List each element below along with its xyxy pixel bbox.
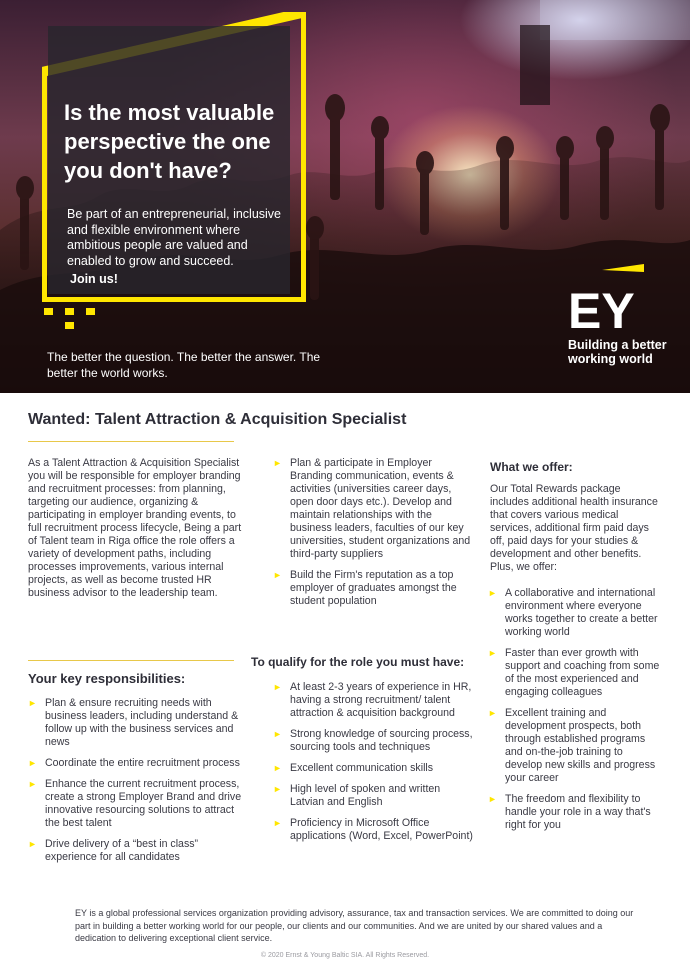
bullet-icon: ► [273, 570, 282, 580]
intro-paragraph: As a Talent Attraction & Acquisition Specialist you will be responsible for employer branding and recruitment processes: from planning, targeting our audience, organizing & participating in employer branding events, to full recruitment process lifecycle, Being a part of Talent team in Riga office the role offers a variety of development paths, including processes improvements, various internal projects, as well as become trusted HR business advisor to the leadership team. [28, 457, 242, 599]
bullet-icon: ► [488, 794, 497, 804]
list-item: ► Excellent training and development prospects, both through established programs and on-the-job training to develop new skills and progress your career [488, 707, 656, 784]
bullet-icon: ► [273, 784, 282, 794]
bullet-icon: ► [488, 648, 497, 658]
responsibilities-list [28, 697, 243, 872]
ey-tagline: Building a better working world [568, 338, 667, 366]
bullet-icon: ► [273, 763, 282, 773]
offer-intro: Our Total Rewards package includes additional health insurance that covers various medical services, additional firm paid days off, paid days for your studies & development and other benefits. Plus, we offer: [490, 483, 658, 573]
list-item: ► Plan & ensure recruiting needs with business leaders, including understand & follow up with the business services and news [28, 697, 239, 748]
qualifications-heading: To qualify for the role you must have: [251, 655, 465, 669]
job-title: Wanted: Talent Attraction & Acquisition Specialist [28, 411, 407, 428]
list-item: ► Enhance the current recruitment process, create a strong Employer Brand and drive innovative resourcing solutions to attract the best talent [28, 778, 242, 829]
hero-headline: Is the most valuable perspective the one you don't have? [64, 100, 275, 183]
bullet-icon: ► [273, 729, 282, 739]
bullet-icon: ► [28, 839, 37, 849]
bullet-icon: ► [488, 708, 497, 718]
bullet-icon: ► [273, 458, 282, 468]
list-item: ► Faster than ever growth with support and coaching from some of the most experienced and engaging colleagues [488, 647, 660, 698]
yellow-dots-decoration [44, 308, 104, 330]
offer-list [488, 587, 660, 840]
responsibilities-heading: Your key responsibilities: [28, 671, 186, 686]
bullet-icon: ► [28, 758, 37, 768]
hero-banner [0, 0, 690, 393]
bullet-icon: ► [273, 818, 282, 828]
divider [28, 660, 234, 661]
copyright: © 2020 Ernst & Young Baltic SIA. All Rights Reserved. [260, 952, 430, 959]
list-item: ► The freedom and flexibility to handle your role in a way that's right for you [488, 793, 651, 831]
join-us-text: Join us! [70, 272, 118, 286]
offer-heading: What we offer: [490, 460, 573, 474]
list-item: ► Strong knowledge of sourcing process, sourcing tools and techniques [273, 728, 473, 753]
ey-logo [566, 264, 646, 334]
list-item: ► A collaborative and international environment where everyone works together to create a better working world [488, 587, 658, 638]
bullet-icon: ► [28, 779, 37, 789]
hero-tagline: The better the question. The better the answer. The better the world works. [47, 350, 321, 380]
list-item: ► At least 2-3 years of experience in HR, having a strong recruitment/ talent attraction & acquisition background [273, 681, 472, 719]
list-item: ► Plan & participate in Employer Branding communication, events & activities (universities career days, open door days etc.). Develop and maintain relationships with the business leaders, faculties of our key universities, student organizations and third-party suppliers [273, 457, 471, 560]
ey-logo-text: EY [568, 283, 635, 334]
responsibilities-list-continued [273, 457, 473, 616]
list-item: ► Coordinate the entire recruitment process [28, 757, 240, 769]
bullet-icon: ► [488, 588, 497, 598]
bullet-icon: ► [28, 698, 37, 708]
list-item: ► Build the Firm's reputation as a top employer of graduates amongst the student population [273, 569, 457, 607]
list-item: ► Drive delivery of a “best in class” experience for all candidates [28, 838, 199, 863]
footer-text: EY is a global professional services organization providing advisory, assurance, tax and transaction services. We are committed to doing our part in building a better working world for our people, our clients and our communities. And we are united by our shared values and a dedication to delivering exceptional client service. [75, 908, 634, 943]
divider [28, 441, 234, 442]
hero-subtitle: Be part of an entrepreneurial, inclusive and flexible environment where ambitious people are valued and enabled to grow and succeed. [67, 207, 282, 268]
list-item: ► Excellent communication skills [273, 762, 434, 774]
bullet-icon: ► [273, 682, 282, 692]
list-item: ► High level of spoken and written Latvian and English [273, 783, 441, 808]
qualifications-list [273, 681, 473, 851]
list-item: ► Proficiency in Microsoft Office applications (Word, Excel, PowerPoint) [273, 817, 473, 842]
